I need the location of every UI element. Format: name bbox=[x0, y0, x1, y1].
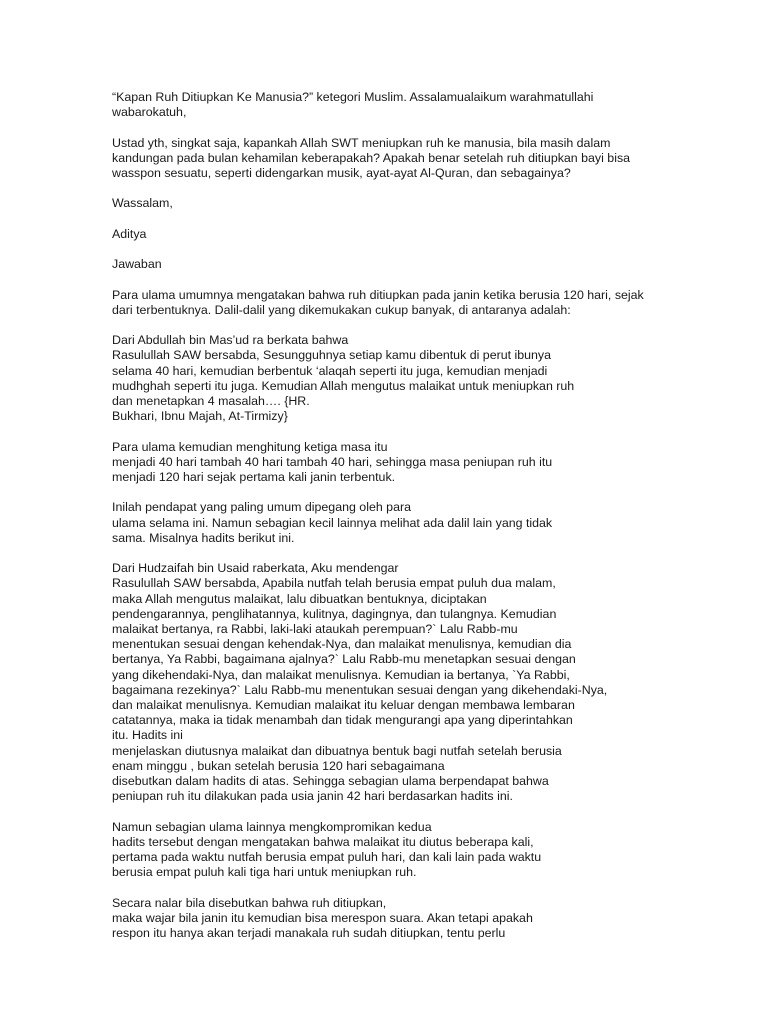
text-line: Jawaban bbox=[112, 257, 162, 272]
paragraph bbox=[112, 896, 672, 942]
text-line: bertanya, Ya Rabbi, bagaimana ajalnya?` Lalu Rabb-mu menetapkan sesuai dengan bbox=[112, 652, 576, 667]
text-line: Rasulullah SAW bersabda, Sesungguhnya setiap kamu dibentuk di perut ibunya bbox=[112, 348, 551, 363]
text-line: ulama selama ini. Namun sebagian kecil lainnya melihat ada dalil lain yang tidak bbox=[112, 515, 553, 530]
text-line: malaikat bertanya, ra Rabbi, laki-laki ataukah perempuan?` Lalu Rabb-mu bbox=[112, 621, 518, 636]
text-line: Namun sebagian ulama lainnya mengkompromikan kedua bbox=[112, 819, 432, 834]
text-line: bagaimana rezekinya?` Lalu Rabb-mu menentukan sesuai dengan yang dikehendaki-Nya, bbox=[112, 682, 608, 697]
text-line: itu. Hadits ini bbox=[112, 728, 183, 743]
text-line: selama 40 hari, kemudian berbentuk ‘alaqah seperti itu juga, kemudian menjadi bbox=[112, 363, 548, 378]
text-line: respon itu hanya akan terjadi manakala ruh sudah ditiupkan, tentu perlu bbox=[112, 926, 506, 940]
document-body bbox=[112, 90, 672, 956]
paragraph bbox=[112, 288, 672, 318]
text-line: sama. Misalnya hadits berikut ini. bbox=[112, 530, 295, 545]
paragraph bbox=[112, 333, 672, 424]
text-line: hadits tersebut dengan mengatakan bahwa malaikat itu diutus beberapa kali, bbox=[112, 834, 534, 849]
text-line: Wassalam, bbox=[112, 196, 173, 211]
text-line: maka Allah mengutus malaikat, lalu dibuatkan bentuknya, diciptakan bbox=[112, 591, 487, 606]
paragraph bbox=[112, 90, 672, 120]
text-line: “Kapan Ruh Ditiupkan Ke Manusia?” ketegori Muslim. Assalamualaikum warahmatullahi bbox=[112, 90, 594, 104]
text-line: disebutkan dalam hadits di atas. Sehingga sebagian ulama berpendapat bahwa bbox=[112, 774, 549, 788]
text-line: dan menetapkan 4 masalah…. {HR. bbox=[112, 393, 310, 408]
paragraph bbox=[112, 136, 672, 182]
text-line: Bukhari, Ibnu Majah, At-Tirmizy} bbox=[112, 409, 288, 424]
paragraph bbox=[112, 257, 672, 272]
paragraph bbox=[112, 440, 672, 486]
text-line: pendengarannya, penglihatannya, kulitnya, dagingnya, dan tulangnya. Kemudian bbox=[112, 606, 557, 621]
text-line: maka wajar bila janin itu kemudian bisa merespon suara. Akan tetapi apakah bbox=[112, 910, 533, 925]
text-line: menjelaskan diutusnya malaikat dan dibuatnya bentuk bagi nutfah setelah berusia bbox=[112, 743, 562, 758]
text-line: wasspon sesuatu, seperti didengarkan musik, ayat-ayat Al-Quran, dan sebagainya? bbox=[112, 166, 571, 180]
text-line: peniupan ruh itu dilakukan pada usia janin 42 hari berdasarkan hadits ini. bbox=[112, 789, 513, 804]
text-line: Ustad yth, singkat saja, kapankah Allah SWT meniupkan ruh ke manusia, bila masih dalam bbox=[112, 135, 611, 150]
text-line: Para ulama kemudian menghitung ketiga masa itu bbox=[112, 439, 388, 454]
text-line: pertama pada waktu nutfah berusia empat puluh hari, dan kali lain pada waktu bbox=[112, 850, 542, 864]
text-line: catatannya, maka ia tidak menambah dan tidak mengurangi apa yang diperintahkan bbox=[112, 713, 573, 728]
text-line: menentukan sesuai dengan kehendak-Nya, dan malaikat menulisnya, kemudian dia bbox=[112, 637, 572, 652]
text-line: Dari Hudzaifah bin Usaid raberkata, Aku mendengar bbox=[112, 561, 399, 576]
text-line: Para ulama umumnya mengatakan bahwa ruh ditiupkan pada janin ketika berusia 120 hari, sejak bbox=[112, 287, 644, 302]
paragraph bbox=[112, 820, 672, 881]
text-line: Rasulullah SAW bersabda, Apabila nutfah telah berusia empat puluh dua malam, bbox=[112, 576, 556, 591]
paragraph bbox=[112, 196, 672, 211]
text-line: kandungan pada bulan kehamilan keberapakah? Apakah benar setelah ruh ditiupkan bayi bisa bbox=[112, 150, 631, 165]
text-line: wabarokatuh, bbox=[112, 105, 187, 120]
text-line: Aditya bbox=[112, 226, 147, 241]
paragraph bbox=[112, 500, 672, 546]
text-line: Dari Abdullah bin Mas’ud ra berkata bahwa bbox=[112, 333, 349, 348]
paragraph bbox=[112, 561, 672, 804]
text-line: berusia empat puluh kali tiga hari untuk meniupkan ruh. bbox=[112, 865, 417, 880]
text-line: mudhghah seperti itu juga. Kemudian Allah mengutus malaikat untuk meniupkan ruh bbox=[112, 378, 575, 393]
text-line: menjadi 120 hari sejak pertama kali janin terbentuk. bbox=[112, 469, 396, 484]
text-line: yang dikehendaki-Nya, dan malaikat menulisnya. Kemudian ia bertanya, `Ya Rabbi, bbox=[112, 667, 570, 682]
text-line: dan malaikat menulisnya. Kemudian malaikat itu keluar dengan membawa lembaran bbox=[112, 697, 575, 712]
paragraph bbox=[112, 227, 672, 242]
text-line: dari terbentuknya. Dalil-dalil yang dikemukakan cukup banyak, di antaranya adalah: bbox=[112, 302, 571, 317]
text-line: menjadi 40 hari tambah 40 hari tambah 40 hari, sehingga masa peniupan ruh itu bbox=[112, 454, 553, 469]
text-line: Secara nalar bila disebutkan bahwa ruh ditiupkan, bbox=[112, 895, 387, 910]
text-line: Inilah pendapat yang paling umum dipegang oleh para bbox=[112, 500, 411, 515]
text-line: enam minggu , bukan setelah berusia 120 hari sebagaimana bbox=[112, 758, 445, 773]
